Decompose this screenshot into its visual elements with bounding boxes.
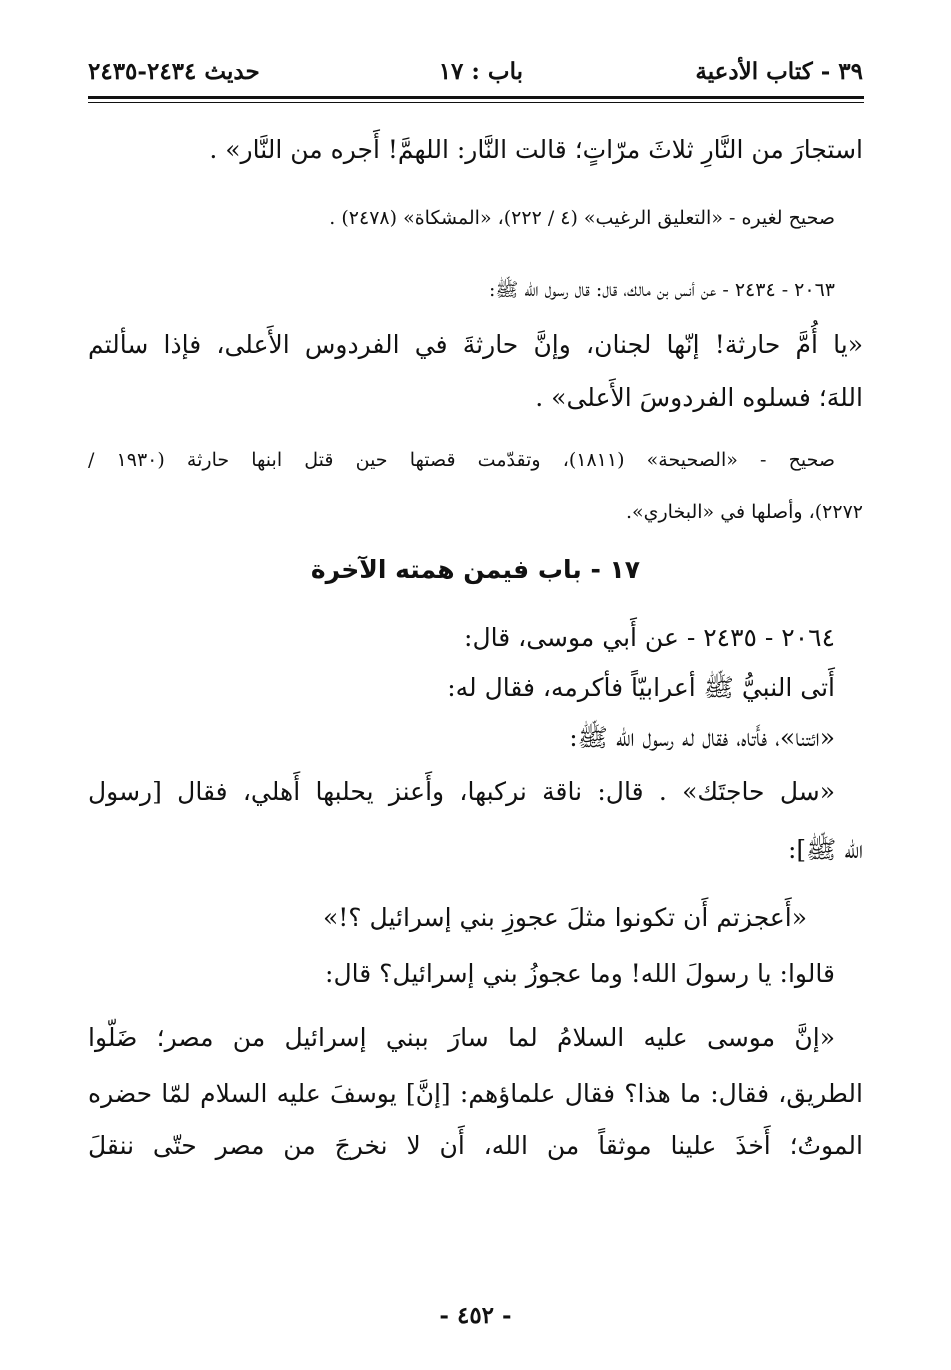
hadith-range: حديث ٢٤٣٤-٢٤٣٥ [88,58,260,85]
text-line: الطريق، فقال: ما هذا؟ فقال علماؤهم: [إنَّ] يوسفَ عليه السلام لمّا حضره [88,1079,863,1108]
header-rule-thin [88,102,864,103]
text-line: استجارَ من النَّارِ ثلاثَ مرّاتٍ؛ قالت النَّار: اللهمَّ! أَجره من النَّار» . [209,135,863,164]
text-line: «يا أُمَّ حارثة! إنّها لجنان، وإنَّ حارثةَ في الفردوس الأَعلى، فإذا سألتم [88,330,863,359]
page-number: - ٤٥٢ - [439,1302,512,1329]
running-header [88,58,863,92]
section-number: باب : ١٧ [438,58,523,85]
text-line: قالوا: يا رسولَ الله! وما عجوزُ بني إسرائيل؟ قال: [325,959,835,988]
text-line: الموتُ؛ أَخذَ علينا موثقاً من الله، أَن لا نخرجَ من مصر حتّى ننقلَ [88,1131,863,1160]
text-line: أَتى النبيُّ ﷺ أعرابيّاً فأكرمه، فقال له: [447,673,835,702]
chapter-title: ٣٩ - كتاب الأدعية [695,58,863,85]
text-line: «ائتنا»، فأَتاه، فقال له رسول الله ﷺ: [569,723,835,752]
chapter-heading: ١٧ - باب فيمن همته الآخرة [310,555,641,584]
grading-line: صحيح لغيره - «التعليق الرغيب» (٤ / ٢٢٢)، «المشكاة» (٢٤٧٨) . [329,207,835,229]
header-rule-thick [88,96,864,99]
hadith-number-line: ٢٠٦٣ - ٢٤٣٤ - عن أنس بن مالك، قال: قال رسول الله ﷺ: [488,279,835,301]
grading-line: ٢٢٧٢)، وأصلها في «البخاري». [625,501,863,523]
text-line: اللهَ؛ فسلوه الفردوسَ الأَعلى» . [535,383,863,412]
text-line: «سل حاجتَك» . قال: ناقة نركبها، وأَعنز يحلبها أَهلي، فقال [رسول [88,777,835,806]
text-line: «إنَّ موسى عليه السلامُ لما سارَ ببني إسرائيل من مصر؛ ضَلّوا [88,1023,835,1052]
text-line: «أَعجزتم أَن تكونوا مثلَ عجوزِ بني إسرائيل ؟!» [322,903,807,932]
grading-line: صحيح - «الصحيحة» (١٨١١)، وتقدّمت قصتها حين قتل ابنها حارثة (١٩٣٠ / [88,449,835,471]
hadith-number-line: ٢٠٦٤ - ٢٤٣٥ - عن أَبي موسى، قال: [464,623,835,652]
text-line: الله ﷺ]: [788,835,863,864]
